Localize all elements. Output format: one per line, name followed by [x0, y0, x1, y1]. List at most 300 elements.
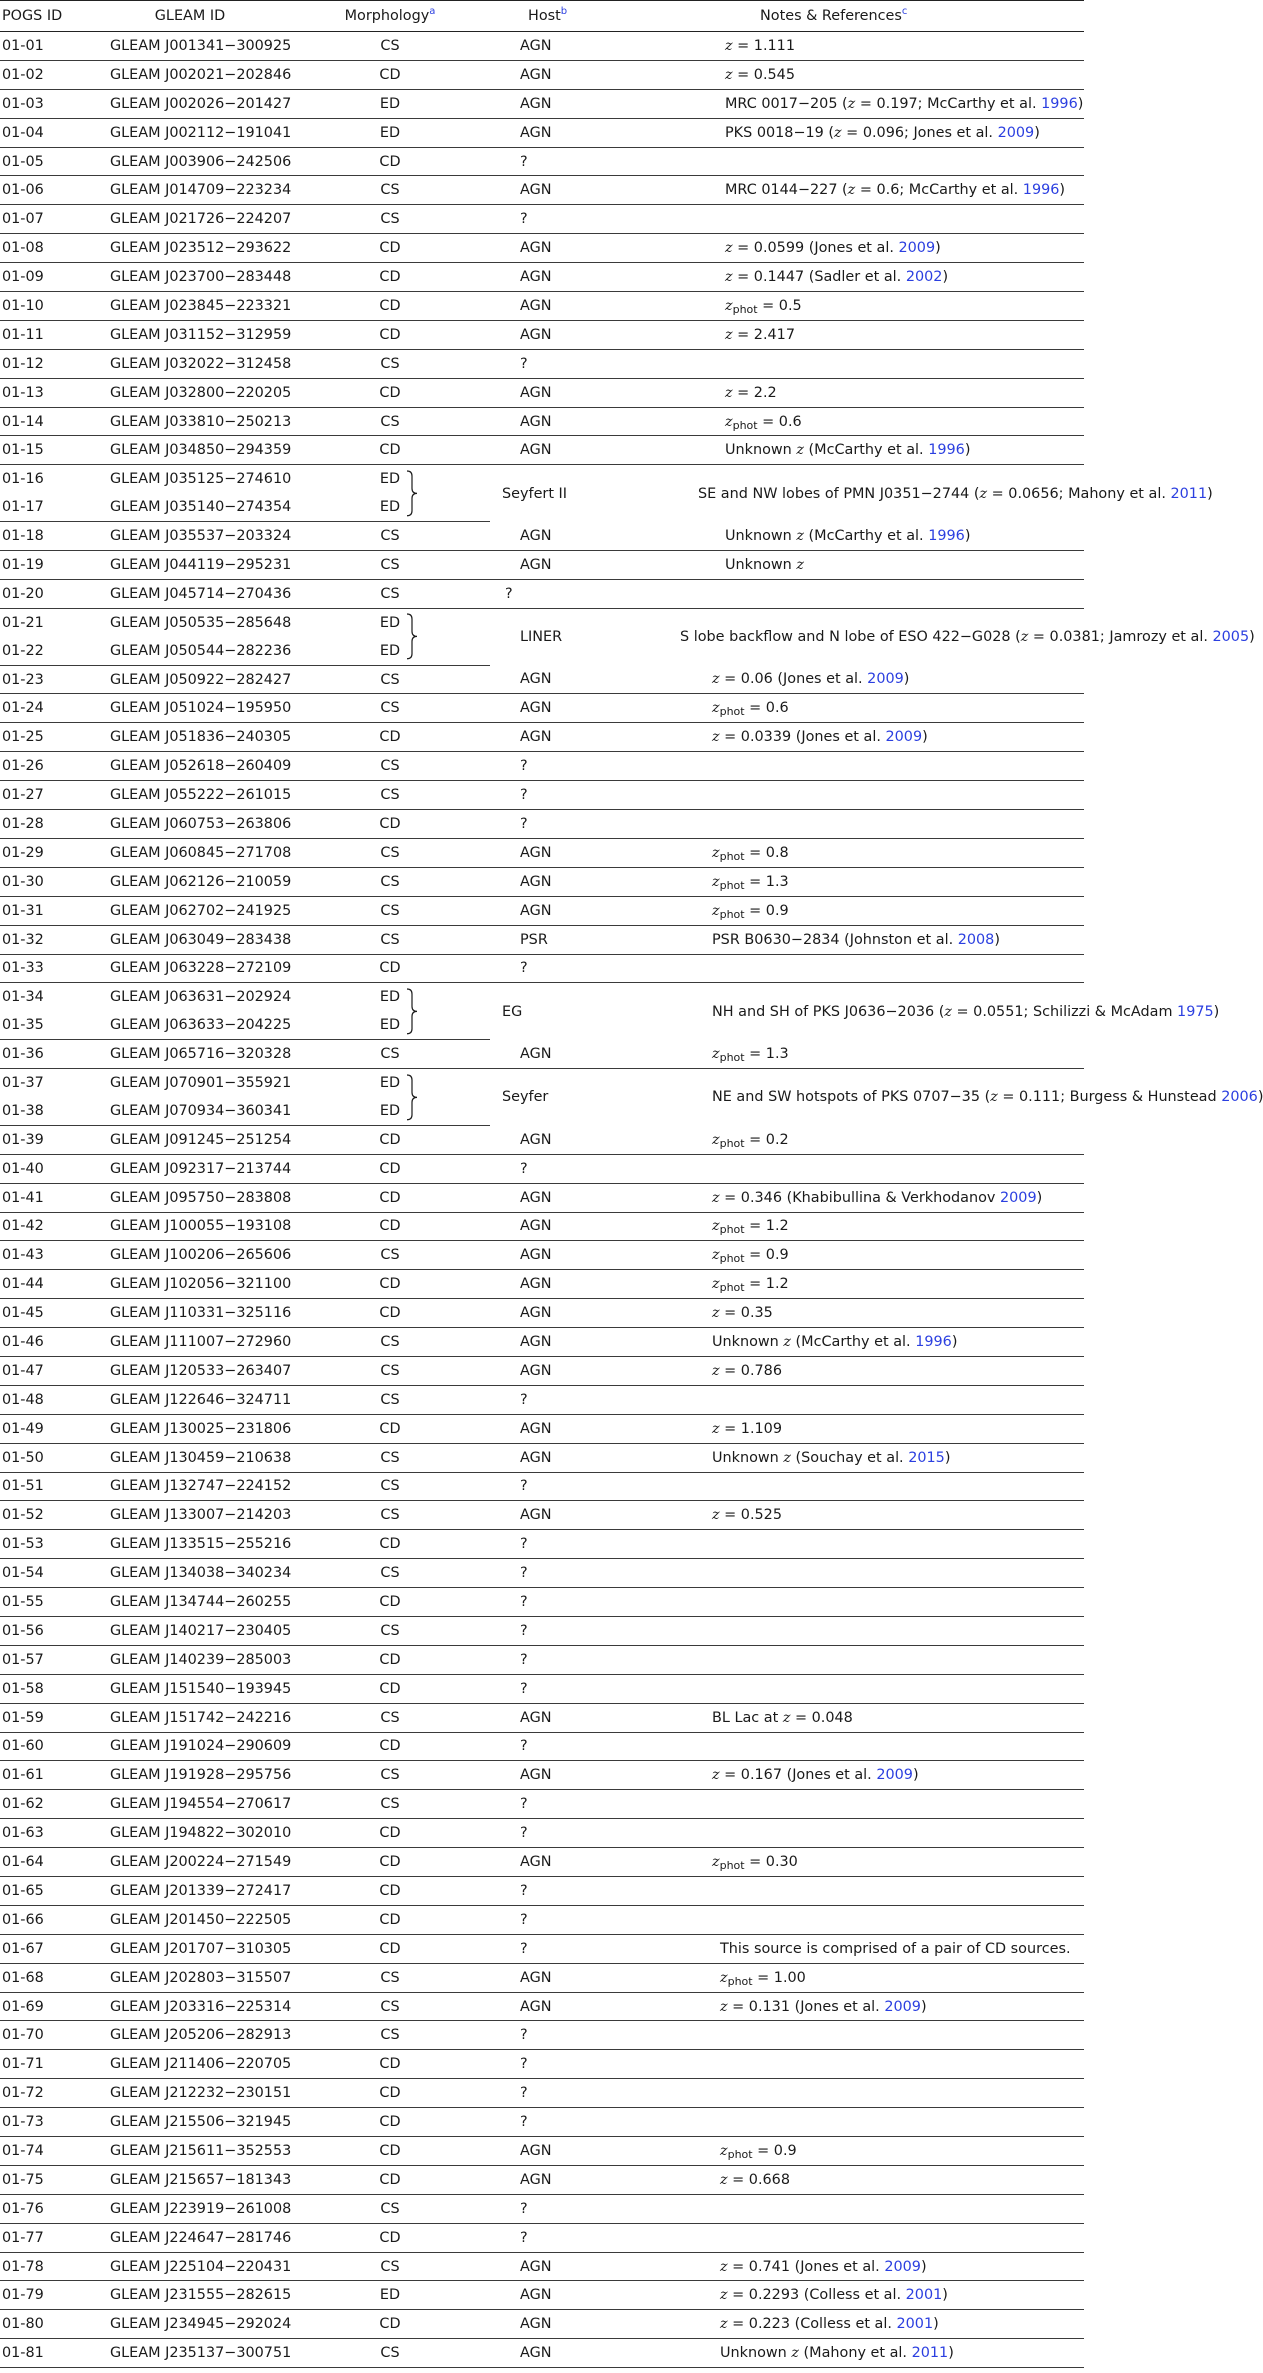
table-row — [0, 608, 1084, 636]
morphology-cell: CD — [290, 292, 490, 321]
redshift-value: z = 0.0599 — [725, 240, 805, 257]
pogs-id-cell: 01-45 — [0, 1299, 90, 1328]
pogs-id-cell: 01-65 — [0, 1877, 90, 1906]
redshift-value: z = 0.35 — [712, 1305, 773, 1322]
redshift-value: $z_{phot} = 0.6$ — [725, 413, 802, 432]
redshift-value: z = 2.417 — [725, 326, 795, 343]
note-text: (Jones et al. — [772, 671, 868, 688]
notes-cell — [600, 1154, 1084, 1183]
reference-year-link[interactable]: 1975 — [1177, 1003, 1214, 1020]
gleam-id-cell: GLEAM J032800−220205 — [90, 378, 290, 407]
pogs-id-cell: 01-16 — [2, 471, 44, 488]
table-row — [0, 1069, 1084, 1097]
notes-cell — [600, 465, 1213, 522]
gleam-id-cell: GLEAM J235137−300751 — [90, 2339, 290, 2368]
host-cell: AGN — [490, 2339, 600, 2368]
note-text: ) — [1034, 124, 1040, 141]
morphology-cell: CD — [290, 1125, 490, 1154]
morphology-cell: CD — [290, 1819, 490, 1848]
table-row — [0, 1819, 1084, 1848]
notes-cell — [600, 608, 1255, 665]
pogs-id-cell: 01-19 — [0, 551, 90, 580]
note-text: ) — [933, 2316, 939, 2333]
host-cell: AGN — [490, 1703, 600, 1732]
notes-cell — [600, 694, 1084, 723]
morphology-cell: CS — [290, 1501, 490, 1530]
notes-cell — [600, 867, 1084, 896]
note-text: ) — [903, 671, 910, 688]
gleam-id-cell: GLEAM J201450−222505 — [90, 1905, 290, 1934]
reference-year-link[interactable]: 2011 — [911, 2345, 949, 2362]
notes-cell — [600, 1588, 1084, 1617]
host-cell: ? — [490, 2223, 600, 2252]
notes-cell — [600, 378, 1084, 407]
reference-year-link[interactable]: 1996 — [1041, 95, 1078, 112]
host-cell: AGN — [490, 867, 600, 896]
footnote-a-link[interactable]: a — [429, 6, 436, 18]
morphology-cell: CD — [290, 1645, 490, 1674]
host-cell: AGN — [490, 1501, 600, 1530]
host-cell: AGN — [490, 1241, 600, 1270]
morphology-cell: CD — [290, 1154, 490, 1183]
host-cell: ? — [490, 1530, 600, 1559]
pogs-id-cell: 01-06 — [0, 176, 90, 205]
footnote-c-link[interactable]: c — [901, 6, 908, 18]
redshift-symbol: z — [791, 2345, 799, 2362]
notes-cell — [600, 1212, 1084, 1241]
morphology-cell: CD — [290, 1530, 490, 1559]
table-row — [0, 867, 1084, 896]
notes-cell — [600, 1703, 1084, 1732]
host-cell: AGN — [490, 436, 600, 465]
note-text: ) — [964, 442, 971, 459]
pogs-id-cell: 01-46 — [0, 1328, 90, 1357]
notes-cell — [600, 436, 1084, 465]
gleam-id-cell: GLEAM J062702−241925 — [90, 896, 290, 925]
gleam-id-cell: GLEAM J231555−282615 — [90, 2281, 290, 2310]
table-row — [0, 2281, 1084, 2310]
pogs-id-cell: 01-70 — [0, 2021, 90, 2050]
table-row — [0, 1212, 1084, 1241]
table-row — [0, 1501, 1084, 1530]
notes-cell — [600, 1963, 1084, 1992]
host-cell: AGN — [490, 723, 600, 752]
table-row — [0, 1934, 1084, 1963]
pogs-id-cell: 01-51 — [0, 1472, 90, 1501]
host-cell: ? — [490, 1674, 600, 1703]
pogs-id-cell: 01-27 — [0, 781, 90, 810]
pogs-id-cell: 01-13 — [0, 378, 90, 407]
table-row — [0, 234, 1084, 263]
table-row — [0, 1963, 1084, 1992]
morphology-cell: CD — [290, 2108, 490, 2137]
reference-year-link[interactable]: 2009 — [884, 1998, 921, 2015]
host-cell: AGN — [490, 2310, 600, 2339]
table-row — [0, 1270, 1084, 1299]
table-row — [0, 1588, 1084, 1617]
redshift-value: $z_{phot} = 0.2$ — [712, 1131, 789, 1150]
reference-year-link[interactable]: 2009 — [885, 729, 923, 746]
pogs-id-cell: 01-76 — [0, 2194, 90, 2223]
table-row — [0, 781, 1084, 810]
gleam-id-cell: GLEAM J052618−260409 — [90, 752, 290, 781]
table-row — [0, 665, 1084, 694]
host-cell: ? — [490, 1385, 600, 1414]
table-row — [0, 147, 1084, 176]
gleam-id-cell: GLEAM J102056−321100 — [90, 1270, 290, 1299]
gleam-id-cell: GLEAM J035140−274354 — [90, 493, 290, 521]
gleam-id-cell: GLEAM J140239−285003 — [90, 1645, 290, 1674]
host-cell: LINER — [520, 628, 563, 645]
note-text: ) — [920, 1998, 927, 2015]
footnote-b-link[interactable]: b — [560, 6, 568, 18]
note-text: ; McCarthy et al. — [899, 182, 1023, 199]
note-text: SE and NW lobes of PMN J0351−2744 ( — [698, 485, 980, 502]
table-row — [0, 118, 1084, 147]
notes-cell — [600, 32, 1084, 61]
morphology-cell: CD — [290, 436, 490, 465]
host-cell: ? — [490, 1905, 600, 1934]
morphology-cell — [290, 1097, 490, 1125]
table-row — [0, 1790, 1084, 1819]
reference-year-link[interactable]: 2005 — [1212, 628, 1250, 645]
gleam-id-cell: GLEAM J110331−325116 — [90, 1299, 290, 1328]
morphology-cell: CS — [290, 1040, 490, 1069]
morphology-cell: CS — [290, 925, 490, 954]
gleam-id-cell: GLEAM J194554−270617 — [90, 1790, 290, 1819]
host-cell: ? — [490, 810, 600, 839]
host-cell: ? — [490, 752, 600, 781]
redshift-value: z = 0.096 — [834, 124, 905, 141]
morphology-cell: CD — [290, 320, 490, 349]
notes-cell — [600, 1299, 1084, 1328]
notes-cell — [600, 2021, 1084, 2050]
notes-cell — [600, 2194, 1084, 2223]
notes-cell — [600, 1934, 1084, 1963]
gleam-id-cell: GLEAM J095750−283808 — [90, 1183, 290, 1212]
morphology-cell: CS — [290, 1559, 490, 1588]
morphology-cell: CS — [290, 349, 490, 378]
table-row — [0, 1645, 1084, 1674]
note-text: (Colless et al. — [799, 2287, 906, 2304]
pogs-id-cell: 01-03 — [0, 89, 90, 118]
morphology-cell: CD — [290, 1183, 490, 1212]
notes-cell — [600, 60, 1084, 89]
reference-year-link[interactable]: 2009 — [898, 240, 936, 257]
pair-brace-icon — [406, 471, 418, 516]
reference-year-link[interactable]: 2001 — [905, 2287, 943, 2304]
redshift-value: z = 2.2 — [725, 384, 777, 401]
gleam-id-cell: GLEAM J063049−283438 — [90, 925, 290, 954]
morphology-cell: CD — [290, 1877, 490, 1906]
notes-cell — [600, 89, 1084, 118]
morphology-cell: CD — [290, 1299, 490, 1328]
morphology-cell: CS — [290, 1992, 490, 2021]
table-row — [0, 205, 1084, 234]
table-row — [0, 320, 1084, 349]
reference-year-link[interactable]: 1996 — [928, 527, 965, 544]
note-text: MRC 0017−205 ( — [725, 95, 848, 112]
morphology-cell: CD — [290, 1732, 490, 1761]
note-text: ; Jamrozy et al. — [1099, 628, 1213, 645]
table-row — [0, 2223, 1084, 2252]
note-text: (Sadler et al. — [804, 269, 906, 286]
gleam-id-cell: GLEAM J044119−295231 — [90, 551, 290, 580]
table-row — [0, 378, 1084, 407]
redshift-symbol: z — [796, 527, 804, 544]
gleam-id-cell: GLEAM J191928−295756 — [90, 1761, 290, 1790]
pogs-id-cell: 01-07 — [0, 205, 90, 234]
pogs-id-cell: 01-63 — [0, 1819, 90, 1848]
notes-cell — [600, 1674, 1084, 1703]
host-cell: AGN — [490, 1761, 600, 1790]
reference-year-link[interactable]: 2009 — [867, 671, 904, 688]
table-row — [0, 1732, 1084, 1761]
host-cell: ? — [490, 2194, 600, 2223]
pogs-id-cell: 01-21 — [2, 614, 44, 631]
pogs-id-cell: 01-67 — [0, 1934, 90, 1963]
host-cell: ? — [490, 1588, 600, 1617]
host-cell: AGN — [490, 1299, 600, 1328]
note-text: ; McCarthy et al. — [917, 95, 1042, 112]
reference-year-link[interactable]: 2009 — [997, 124, 1035, 141]
gleam-id-cell: GLEAM J202803−315507 — [90, 1963, 290, 1992]
note-text: ; Mahony et al. — [1058, 485, 1171, 502]
table-row — [0, 1328, 1084, 1357]
note-text: ) — [920, 2258, 927, 2275]
morphology-cell: CD — [290, 1934, 490, 1963]
note-text: Unknown — [712, 1334, 784, 1351]
table-row — [0, 954, 1084, 983]
redshift-value: $z_{phot} = 1.2$ — [712, 1218, 789, 1237]
notes-cell — [600, 1732, 1084, 1761]
note-text: This source is comprised of a pair of CD sources. — [720, 1940, 1071, 1957]
notes-cell — [600, 1645, 1084, 1674]
notes-cell — [600, 665, 1084, 694]
morphology-cell: CS — [290, 1385, 490, 1414]
reference-year-link[interactable]: 1996 — [915, 1334, 952, 1351]
morphology-cell: CS — [290, 1328, 490, 1357]
reference-year-link[interactable]: 2002 — [905, 269, 943, 286]
notes-cell — [600, 1472, 1084, 1501]
gleam-id-cell: GLEAM J201339−272417 — [90, 1877, 290, 1906]
redshift-value: $z_{phot} = 0.6$ — [712, 700, 789, 719]
notes-cell — [600, 1356, 1084, 1385]
gleam-id-cell: GLEAM J122646−324711 — [90, 1385, 290, 1414]
gleam-id-cell: GLEAM J205206−282913 — [90, 2021, 290, 2050]
notes-cell — [600, 1183, 1084, 1212]
pogs-id-cell: 01-50 — [0, 1443, 90, 1472]
notes-cell — [600, 1992, 1084, 2021]
reference-year-link[interactable]: 2001 — [896, 2316, 934, 2333]
morphology-cell: CS — [290, 205, 490, 234]
redshift-value: $z_{phot} = 0.9$ — [712, 1247, 789, 1266]
gleam-id-cell: GLEAM J133515−255216 — [90, 1530, 290, 1559]
pogs-id-cell: 01-69 — [0, 1992, 90, 2021]
redshift-value: z = 0.06 — [712, 671, 773, 688]
morphology-cell: CS — [290, 551, 490, 580]
gleam-id-cell: GLEAM J070934−360341 — [90, 1097, 290, 1125]
header-pogs-id: POGS ID — [0, 1, 90, 32]
note-text: PKS 0018−19 ( — [725, 124, 835, 141]
pogs-id-cell: 01-15 — [0, 436, 90, 465]
header-notes: Notes & References$^c$ — [600, 1, 1084, 32]
pogs-id-cell: 01-40 — [0, 1154, 90, 1183]
host-cell: Seyfert II — [502, 485, 568, 502]
pogs-id-cell: 01-09 — [0, 263, 90, 292]
morphology-cell — [290, 1011, 490, 1039]
notes-cell — [600, 147, 1084, 176]
notes-cell — [600, 407, 1084, 436]
morphology-cell — [290, 493, 490, 521]
note-text: ) — [1207, 485, 1213, 502]
gleam-id-cell: GLEAM J023845−223321 — [90, 292, 290, 321]
morphology-cell: CD — [290, 2050, 490, 2079]
host-cell: AGN — [490, 1212, 600, 1241]
notes-cell — [600, 1905, 1084, 1934]
morphology-cell: CD — [290, 1674, 490, 1703]
reference-year-link[interactable]: 2009 — [884, 2258, 921, 2275]
pogs-id-cell: 01-30 — [0, 867, 90, 896]
morphology-cell: CS — [290, 1443, 490, 1472]
table-row — [0, 1703, 1084, 1732]
host-cell: AGN — [490, 1356, 600, 1385]
reference-year-link[interactable]: 2009 — [999, 1189, 1037, 1206]
pair-brace-icon — [406, 989, 418, 1034]
pogs-id-cell: 01-10 — [0, 292, 90, 321]
gleam-id-cell: GLEAM J033810−250213 — [90, 407, 290, 436]
morphology-cell: CD — [290, 378, 490, 407]
reference-year-link[interactable]: 2011 — [1170, 485, 1208, 502]
note-text: Unknown — [725, 527, 797, 544]
morphology-cell: CS — [290, 2021, 490, 2050]
pair-brace-icon — [406, 614, 418, 659]
morphology-cell: CS — [290, 1963, 490, 1992]
reference-year-link[interactable]: 2015 — [908, 1449, 945, 1466]
host-cell: AGN — [490, 1443, 600, 1472]
note-text: ) — [922, 729, 928, 746]
morphology-cell: CS — [290, 781, 490, 810]
morphology-value: ED — [379, 499, 401, 516]
redshift-value: $z_{phot} = 0.5$ — [725, 297, 802, 316]
morphology-cell: CS — [290, 1356, 490, 1385]
pogs-id-cell: 01-77 — [0, 2223, 90, 2252]
table-row — [0, 1992, 1084, 2021]
table-row — [0, 1040, 1084, 1069]
redshift-value: z = 0.0656 — [979, 485, 1059, 502]
morphology-value: ED — [379, 989, 401, 1006]
pogs-id-cell: 01-80 — [0, 2310, 90, 2339]
notes-cell — [600, 1069, 1263, 1126]
host-cell: ? — [490, 1559, 600, 1588]
redshift-value: $z_{phot} = 0.8$ — [712, 844, 789, 863]
morphology-cell: CD — [290, 2223, 490, 2252]
pogs-id-cell: 01-61 — [0, 1761, 90, 1790]
notes-cell — [600, 983, 1220, 1040]
host-cell: Seyfer — [502, 1089, 549, 1106]
redshift-symbol: z — [796, 442, 804, 459]
redshift-value: z = 1.109 — [712, 1420, 782, 1437]
notes-cell — [600, 1040, 1084, 1069]
gleam-id-cell: GLEAM J003906−242506 — [90, 147, 290, 176]
table-row — [0, 1299, 1084, 1328]
notes-cell — [600, 551, 1084, 580]
notes-cell — [600, 1125, 1084, 1154]
morphology-cell: CD — [290, 1212, 490, 1241]
pogs-id-cell: 01-04 — [0, 118, 90, 147]
reference-year-link[interactable]: 2006 — [1221, 1089, 1258, 1106]
host-cell: ? — [490, 1645, 600, 1674]
gleam-id-cell: GLEAM J060845−271708 — [90, 838, 290, 867]
reference-year-link[interactable]: 2008 — [957, 931, 995, 948]
gleam-id-cell: GLEAM J065716−320328 — [90, 1040, 290, 1069]
host-cell: AGN — [490, 1125, 600, 1154]
table-row — [0, 1356, 1084, 1385]
reference-year-link[interactable]: 2009 — [876, 1767, 913, 1784]
morphology-cell: CD — [290, 147, 490, 176]
note-text: (McCarthy et al. — [803, 527, 929, 544]
redshift-value: z = 0.786 — [712, 1362, 782, 1379]
redshift-symbol: z — [783, 1449, 791, 1466]
morphology-cell: CS — [290, 579, 490, 608]
pogs-id-cell: 01-39 — [0, 1125, 90, 1154]
morphology-cell — [290, 608, 490, 636]
note-text: NH and SH of PKS J0636−2036 ( — [712, 1003, 945, 1020]
redshift-value: z = 0.0381 — [1020, 628, 1100, 645]
note-text: ) — [1249, 628, 1255, 645]
table-row — [0, 1154, 1084, 1183]
gleam-id-cell: GLEAM J234945−292024 — [90, 2310, 290, 2339]
table-row — [0, 32, 1084, 61]
pogs-id-cell: 01-47 — [0, 1356, 90, 1385]
host-cell: AGN — [490, 176, 600, 205]
table-row — [0, 2310, 1084, 2339]
pogs-id-cell: 01-08 — [0, 234, 90, 263]
redshift-value: z = 0.048 — [782, 1709, 853, 1726]
reference-year-link[interactable]: 1996 — [928, 442, 965, 459]
gleam-id-cell: GLEAM J151540−193945 — [90, 1674, 290, 1703]
note-text: (Khabibullina & Verkhodanov — [782, 1189, 1000, 1206]
pogs-id-cell: 01-49 — [0, 1414, 90, 1443]
morphology-cell: CS — [290, 407, 490, 436]
notes-cell — [600, 292, 1084, 321]
pogs-id-cell: 01-26 — [0, 752, 90, 781]
pogs-id-cell: 01-54 — [0, 1559, 90, 1588]
host-cell: AGN — [490, 665, 600, 694]
host-cell: AGN — [490, 1270, 600, 1299]
table-row — [0, 2339, 1084, 2368]
gleam-id-cell: GLEAM J070901−355921 — [110, 1075, 292, 1091]
notes-cell — [600, 2281, 1084, 2310]
notes-cell — [600, 896, 1084, 925]
morphology-cell — [290, 983, 490, 1011]
redshift-value: $z_{phot} = 0.30$ — [712, 1854, 798, 1873]
table-row — [0, 89, 1084, 118]
table-row — [0, 694, 1084, 723]
morphology-cell: CS — [290, 896, 490, 925]
notes-cell — [600, 349, 1084, 378]
notes-cell — [600, 781, 1084, 810]
reference-year-link[interactable]: 1996 — [1022, 182, 1060, 199]
host-cell: AGN — [490, 320, 600, 349]
pogs-id-cell: 01-23 — [0, 665, 90, 694]
gleam-id-cell: GLEAM J134744−260255 — [90, 1588, 290, 1617]
gleam-id-cell: GLEAM J134038−340234 — [90, 1559, 290, 1588]
pogs-id-cell: 01-05 — [0, 147, 90, 176]
table-row — [0, 407, 1084, 436]
table-row — [0, 1472, 1084, 1501]
notes-cell — [600, 2108, 1084, 2137]
